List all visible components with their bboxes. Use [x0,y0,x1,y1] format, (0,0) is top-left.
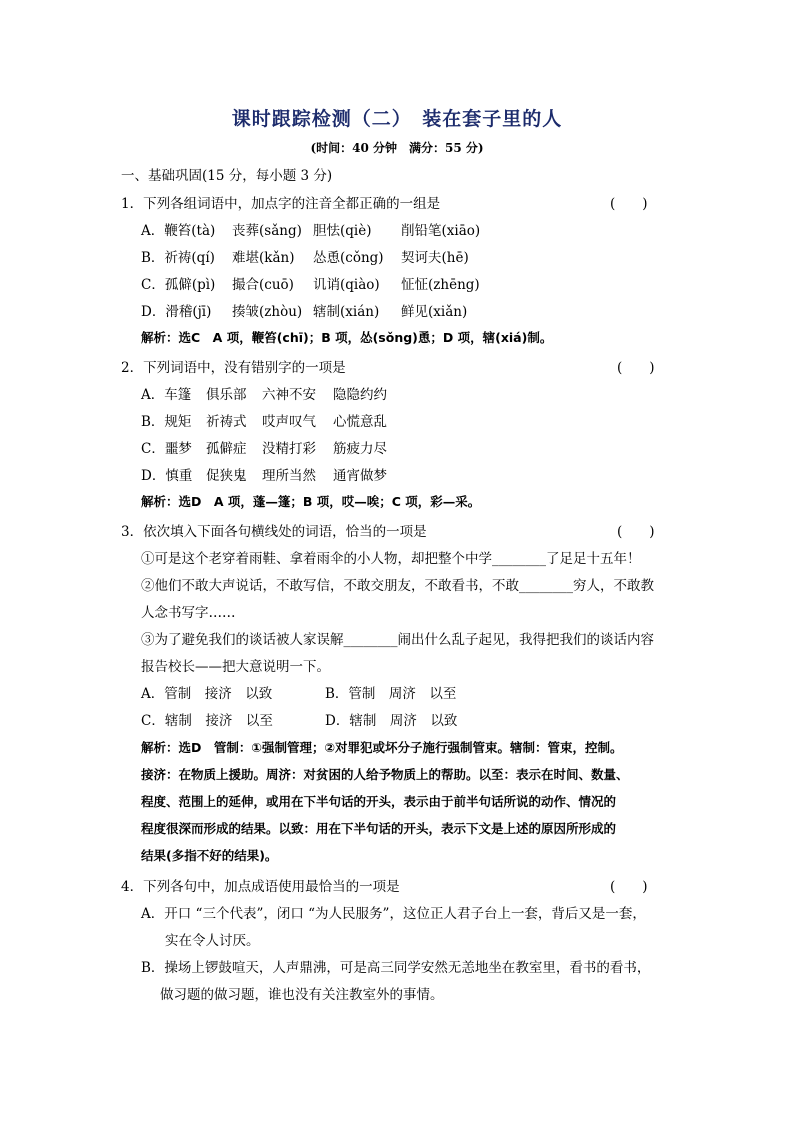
option-item: D．滑稽(jī) [141,304,212,320]
option-text: 做习题的做习题，谁也没有关注教室外的事情。 [160,987,444,1003]
option-item: 筋疲力尽 [333,441,387,457]
option-item: 祈祷式 [206,414,247,430]
option-item: A．车篷 [141,387,192,403]
sentence-text: ①可是这个老穿着雨鞋、拿着雨伞的小人物，却把整个中学________了足足十五年！ [141,551,641,567]
option-item: 讥诮(qiào) [313,277,380,293]
page-title: 课时跟踪检测（二） 装在套子里的人 [231,108,563,130]
sentence-text: ③为了避免我们的谈话被人家误解________闹出什么乱子起见，我得把我们的谈话内容 [141,632,654,648]
option-item: 俱乐部 [206,387,247,403]
option-item: D．辖制 周济 以致 [325,713,458,729]
analysis-text: 解析：选D A 项，蓬—篷；B 项，哎—唉；C 项，彩—采。 [141,494,481,509]
section-label: 一、基础巩固(15 分，每小题 3 分) [121,168,333,184]
option-item: C．辖制 接济 以至 [141,713,273,729]
option-item: 撮合(cuō) [232,277,294,293]
question-stem: 3．依次填入下面各句横线处的词语，恰当的一项是 [121,524,427,540]
option-item: 鲜见(xiǎn) [401,304,468,320]
option-item: 辖制(xián) [313,304,380,320]
option-item: 没精打彩 [262,441,316,457]
answer-paren: ( ) [617,360,655,376]
option-item: 通宵做梦 [333,468,387,484]
option-item: 契诃夫(hē) [401,250,469,266]
option-item: 难堪(kǎn) [232,250,295,266]
option-item: 理所当然 [262,468,316,484]
option-item: A．鞭笞(tà) [141,223,216,239]
option-item: B．规矩 [141,414,192,430]
option-item: D．慎重 [141,468,193,484]
question-stem: 4．下列各句中，加点成语使用最恰当的一项是 [121,879,400,895]
option-item: 孤僻症 [206,441,247,457]
option-item: C．孤僻(pì) [141,277,216,293]
option-item: 哎声叹气 [262,414,316,430]
option-item: B．祈祷(qí) [141,250,215,266]
option-item: 心慌意乱 [333,414,387,430]
answer-paren: ( ) [610,879,648,895]
analysis-text: 程度、范围上的延伸，或用在下半句话的开头，表示由于前半句话所说的动作、情况的 [141,794,617,809]
option-item: 丧葬(sǎng) [232,223,302,239]
option-item: 六神不安 [262,387,316,403]
sentence-text: ②他们不敢大声说话，不敢写信，不敢交朋友，不敢看书，不敢________穷人，不敢教 [141,578,654,594]
option-item: 削铅笔(xiāo) [401,223,481,239]
option-item: 揍皱(zhòu) [232,304,303,320]
analysis-text: 解析：选C A 项，鞭笞(chī)；B 项，怂(sǒng)恿；D 项，辖(xiá)制。 [141,330,553,345]
answer-paren: ( ) [617,524,655,540]
option-text: 实在令人讨厌。 [165,933,260,949]
analysis-text: 解析：选D 管制：①强制管理；②对罪犯或坏分子施行强制管束。辖制：管束，控制。 [141,740,623,755]
answer-paren: ( ) [610,196,648,212]
analysis-text: 接济：在物质上援助。周济：对贫困的人给予物质上的帮助。以至：表示在时间、数量、 [141,767,629,782]
option-item: 促狭鬼 [206,468,247,484]
sentence-text: 人念书写字…… [141,605,236,621]
sentence-text: 报告校长——把大意说明一下。 [141,659,330,675]
option-item: 怂恿(cǒng) [313,250,384,266]
option-item: B．管制 周济 以至 [325,686,457,702]
option-item: A．管制 接济 以致 [141,686,273,702]
option-item: 隐隐约约 [333,387,387,403]
option-text: B．操场上锣鼓喧天，人声鼎沸，可是高三同学安然无恙地坐在教室里，看书的看书， [141,960,651,976]
question-stem: 1．下列各组词语中，加点字的注音全都正确的一组是 [121,196,441,212]
option-item: 怔怔(zhēng) [401,277,480,293]
analysis-text: 程度很深而形成的结果。以致：用在下半句话的开头，表示下文是上述的原因所形成的 [141,821,617,836]
option-item: 胆怯(qiè) [313,223,372,239]
option-item: C．噩梦 [141,441,192,457]
option-text: A．开口 “三个代表”，闭口 “为人民服务”，这位正人君子台上一套，背后又是一套， [141,906,646,922]
analysis-text: 结果(多指不好的结果)。 [141,848,278,863]
question-stem: 2．下列词语中，没有错别字的一项是 [121,360,346,376]
time-score-info: (时间：40 分钟 满分：55 分) [310,141,484,155]
